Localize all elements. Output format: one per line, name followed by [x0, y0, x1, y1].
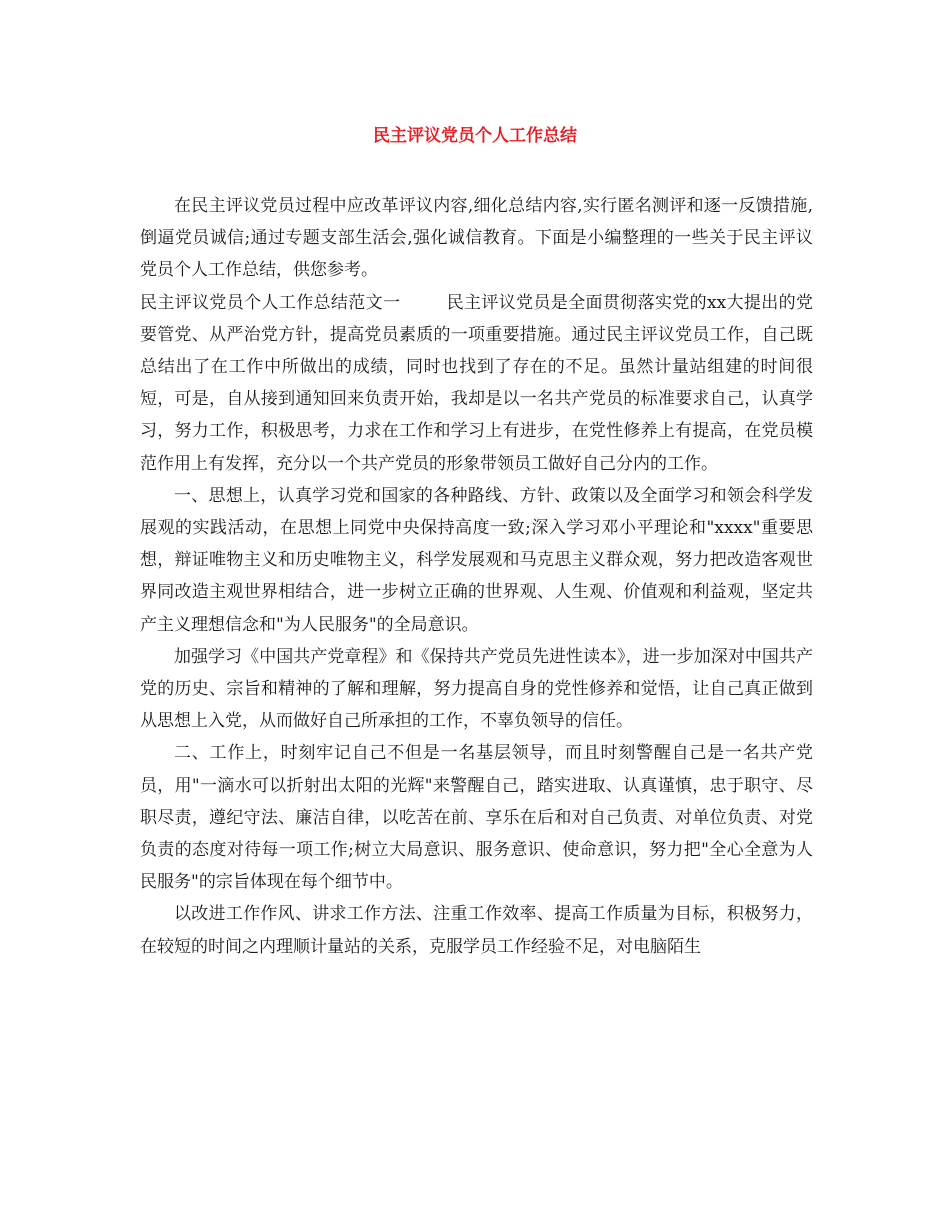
paragraph-ideology: 一、思想上，认真学习党和国家的各种路线、方针、政策以及全面学习和领会科学发展观的实践活动，在思想上同党中央保持高度一致;深入学习邓小平理论和"xxxx"重要思想，辩证唯物主义和历史唯物主义，科学发展观和马克思主义群众观，努力把改造客观世界同改造主观世界相结合，进一步树立正确的世界观、人生观、价值观和利益观，坚定共产主义理想信念和"为人民服务"的全局意识。 [140, 485, 813, 635]
paragraph-work: 二、工作上，时刻牢记自己不但是一名基层领导，而且时刻警醒自己是一名共产党员，用"一滴水可以折射出太阳的光辉"来警醒自己，踏实进取、认真谨慎，忠于职守、尽职尽责，遵纪守法、廉洁自律，以吃苦在前、享乐在后和对自己负责、对单位负责、对党负责的态度对待每一项工作;树立大局意识、服务意识、使命意识，努力把"全心全意为人民服务"的宗旨体现在每个细节中。 [140, 743, 813, 893]
document-title: 民主评议党员个人工作总结 [373, 126, 577, 146]
section-first-paragraph [140, 287, 813, 480]
paragraph-study: 加强学习《中国共产党章程》和《保持共产党员先进性读本》，进一步加深对中国共产党的历史、宗旨和精神的了解和理解，努力提高自身的党性修养和觉悟，让自己真正做到从思想上入党，从而做好自己所承担的工作，不辜负领导的信任。 [140, 646, 813, 732]
paragraph-work-style: 以改进工作作风、讲求工作方法、注重工作效率、提高工作质量为目标，积极努力，在较短的时间之内理顺计量站的关系，克服学员工作经验不足，对电脑陌生 [140, 904, 813, 957]
section-first-paragraph-text: 民主评议党员是全面贯彻落实党的xx大提出的党要管党、从严治党方针，提高党员素质的一项重要措施。通过民主评议党员工作，自己既总结出了在工作中所做出的成绩，同时也找到了存在的不足。虽然计量站组建的时间很短，可是，自从接到通知回来负责开始，我却是以一名共产党员的标准要求自己，认真学习，努力工作，积极思考，力求在工作和学习上有进步，在党性修养上有提高，在党员模范作用上有发挥，充分以一个共产党员的形象带领员工做好自己分内的工作。 [140, 292, 813, 474]
section-heading: 民主评议党员个人工作总结范文一 [140, 292, 401, 313]
document-body [140, 190, 813, 963]
intro-paragraph: 在民主评议党员过程中应改革评议内容,细化总结内容,实行匿名测评和逐一反馈措施,倒逼党员诚信;通过专题支部生活会,强化诚信教育。下面是小编整理的一些关于民主评议党员个人工作总结，供您参考。 [140, 196, 813, 281]
